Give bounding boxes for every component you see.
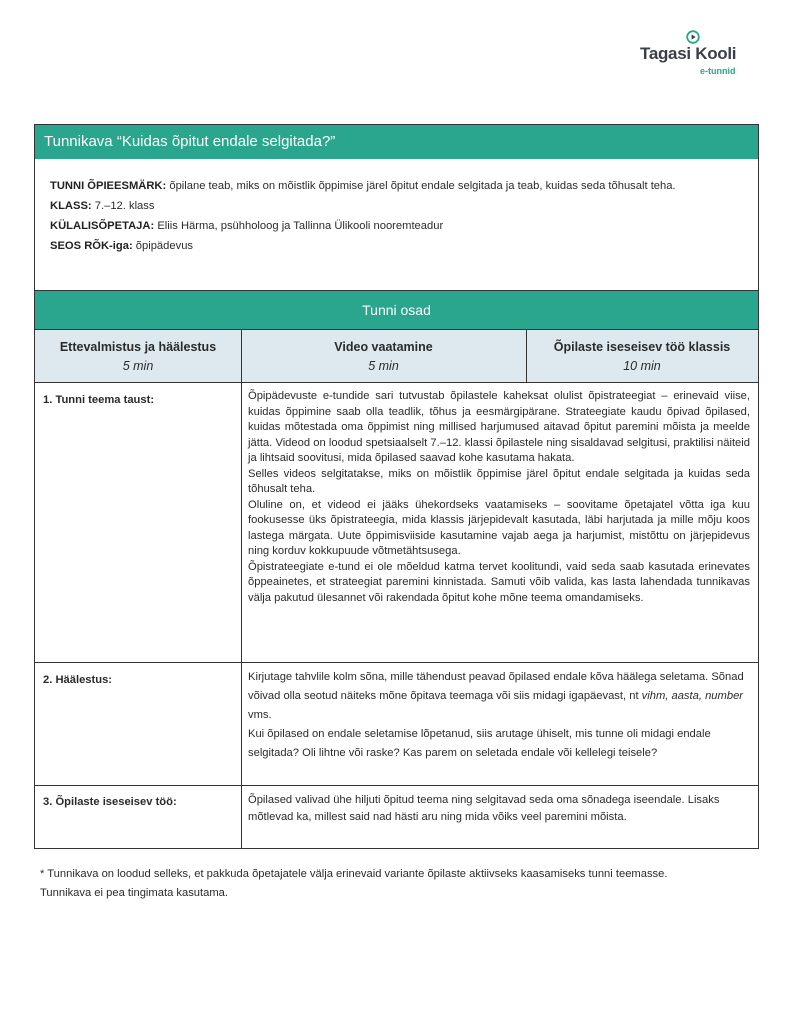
phase-duration: 10 min [623, 359, 661, 373]
column-divider [526, 329, 527, 382]
divider [35, 785, 758, 786]
example-words: vihm, aasta, number [641, 690, 744, 702]
tagasi-kooli-logo [640, 30, 750, 80]
divider [35, 382, 758, 383]
divider [35, 662, 758, 663]
row-label-warmup: 2. Häälestus: [43, 674, 113, 686]
paragraph: Oluline on, et videod ei jääks ühekordseks vaatamiseks – soovitame õpetajatel võtta iga kuu fookusesse üks õpistrateegia, mida klassis järjepidevalt kasutada, läbi harjutada ja mille mõju koos lastega märgata. Uute õppimisviiside kasutamine vajab aega ja harjumist, mistõttu on järjepidevus ning korduv kokkupuude võtmetähtsusega. [248, 498, 750, 557]
phase-name: Ettevalmistus ja häälestus [59, 340, 217, 354]
phase-independent-work [526, 329, 758, 382]
lesson-plan-title: Tunnikava “Kuidas õpitut endale selgitada?” [35, 125, 758, 159]
info-goal [50, 176, 740, 196]
paragraph: Õpistrateegiate e-tund ei ole mõeldud katma tervet koolitundi, vaid seda saab kasutada erinevates õppeainetes, et strateegiat paremini kinnistada. Samuti võib valida, kas lasta lahendada tunnikavas välja pakutud ülesannet või rakendada õpitut kohe mõne teema omandamiseks. [248, 560, 750, 604]
info-label: KLASS: [50, 200, 92, 212]
lesson-info [50, 176, 740, 256]
info-value: õpipädevus [132, 240, 194, 252]
paragraph: Õpilased valivad ühe hiljuti õpitud teema ning selgitavad seda oma sõnadega iseendale. Lisaks mõtlevad ka, millest said nad hästi aru ning mida võiks veel paremini mõista. [248, 794, 720, 823]
info-value: 7.–12. klass [91, 200, 155, 212]
info-label: TUNNI ÕPIEESMÄRK: [50, 180, 167, 192]
info-curriculum-link [50, 236, 740, 256]
text-run: vms. [248, 709, 272, 721]
phase-duration: 5 min [368, 359, 399, 373]
row-text-independent-work [248, 792, 750, 826]
phase-duration: 5 min [122, 359, 154, 373]
logo-text: Tagasi Kooli [640, 44, 737, 63]
row-label-independent-work: 3. Õpilaste iseseisev töö: [43, 796, 177, 808]
paragraph: Õpipädevuste e-tundide sari tutvustab õpilastele kaheksat olulist õpistrateegiat – erinevaid viise, kuidas õppimine saab olla teadlik, tõhus ja eesmärgipärane. Strateegiate kaudu õpivad õpilased, kuidas mõtestada oma õppimist ning millised harjumused aitavad õpitut paremini mõista ja meelde jätta. Videod on loodud spetsiaalselt 7.–12. klassi õpilastele ning sisaldavad selgitusi, praktilisi näiteid ja lihtsaid soovitusi, mida õpilased saavad kohe kasutama hakata. [248, 390, 750, 464]
info-class [50, 196, 740, 216]
paragraph: Selles videos selgitatakse, miks on mõistlik õppimise järel õpitut endale selgitada ja kuidas seda tõhusalt teha. [248, 467, 750, 495]
phase-name: Õpilaste iseseisev töö klassis [553, 340, 731, 354]
phase-prep [35, 329, 241, 382]
divider [35, 329, 758, 330]
text-run: Kirjutage tahvlile kolm sõna, mille tähendust peavad õpilased endale kõva häälega seletama. Sõnad võivad olla seotud näiteks mõne õpitava teemaga või siis midagi igapäevast, nt [248, 671, 744, 702]
row-text-background [248, 389, 750, 606]
logo-subtext: e-tunnid [700, 66, 736, 76]
paragraph [248, 668, 750, 725]
info-guest-teacher [50, 216, 740, 236]
column-divider [241, 329, 242, 849]
row-text-warmup [248, 668, 750, 763]
info-value: Eliis Härma, psühholoog ja Tallinna Ülikooli nooremteadur [154, 220, 444, 232]
phase-name: Video vaatamine [334, 340, 433, 354]
paragraph: Kui õpilased on endale seletamise lõpetanud, siis arutage ühiselt, mis tunne oli midagi endale selgitada? Oli lihtne või raske? Kas parem on seletada endale või kellelegi teisele? [248, 728, 711, 759]
play-icon [686, 30, 700, 44]
row-label-background: 1. Tunni teema taust: [43, 394, 155, 406]
phase-video [241, 329, 526, 382]
info-value: õpilane teab, miks on mõistlik õppimise järel õpitut endale selgitada ja teab, kuidas seda tõhusalt teha. [166, 180, 676, 192]
info-label: KÜLALISÕPETAJA: [50, 220, 155, 232]
info-label: SEOS RÕK-iga: [50, 240, 133, 252]
section-title: Tunni osad [35, 291, 758, 329]
footnote: * Tunnikava on loodud selleks, et pakkuda õpetajatele välja erinevaid variante õpilaste aktiivseks kaasamiseks tunni teemasse. Tunnikava ei pea tingimata kasutama. [40, 868, 668, 899]
